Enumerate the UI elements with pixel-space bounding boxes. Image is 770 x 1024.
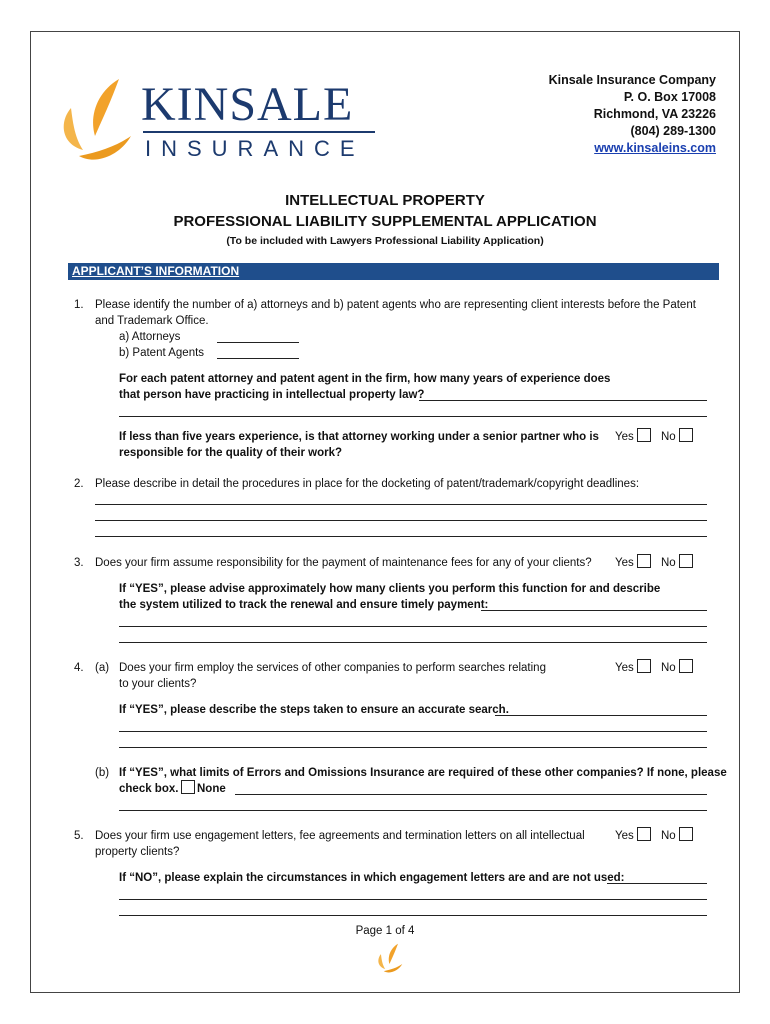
q4b-label: (b) bbox=[95, 767, 110, 779]
company-city: Richmond, VA 23226 bbox=[593, 107, 716, 121]
q1-attorneys-field[interactable] bbox=[217, 342, 299, 343]
q5-number: 5. bbox=[74, 830, 84, 842]
q1-patent-agents-field[interactable] bbox=[217, 358, 299, 359]
q4b-text-line1: If “YES”, what limits of Errors and Omissions Insurance are required of these other companies? If none, please bbox=[119, 767, 727, 779]
q4a-no-label: No bbox=[661, 662, 676, 674]
q1-no-label: No bbox=[661, 431, 676, 443]
q1-senior-text-line2: responsible for the quality of their work? bbox=[119, 447, 342, 459]
section-title: APPLICANT’S INFORMATION bbox=[72, 264, 240, 278]
q4a-yes-label: Yes bbox=[615, 662, 634, 674]
q2-answer-line-2[interactable] bbox=[95, 520, 707, 521]
q2-text: Please describe in detail the procedures in place for the docketing of patent/trademark/copyright deadlines: bbox=[95, 478, 640, 490]
logo-divider bbox=[143, 131, 375, 133]
logo-subtitle: INSURANCE bbox=[145, 136, 365, 161]
q3-text: Does your firm assume responsibility for the payment of maintenance fees for any of your clients? bbox=[95, 557, 592, 569]
q1-senior-text-line1: If less than five years experience, is that attorney working under a senior partner who is bbox=[119, 431, 599, 443]
q5-text-line1: Does your firm use engagement letters, fee agreements and termination letters on all intellectual bbox=[95, 830, 585, 842]
q4b-answer-line-1[interactable] bbox=[235, 794, 707, 795]
q1-yes-label: Yes bbox=[615, 431, 634, 443]
q4a-yes-checkbox[interactable] bbox=[637, 659, 651, 673]
q4-number: 4. bbox=[74, 662, 84, 674]
q2-answer-line-3[interactable] bbox=[95, 536, 707, 537]
q3-no-label: No bbox=[661, 557, 676, 569]
q1-patent-agents-label: b) Patent Agents bbox=[119, 347, 205, 359]
q3-answer-line-3[interactable] bbox=[119, 642, 707, 643]
q1-text-line2: and Trademark Office. bbox=[95, 315, 209, 327]
q3-no-checkbox[interactable] bbox=[679, 554, 693, 568]
q3-follow-line1: If “YES”, please advise approximately how many clients you perform this function for and describe bbox=[119, 583, 661, 595]
q1-attorneys-label: a) Attorneys bbox=[119, 331, 181, 343]
kinsale-logo bbox=[49, 74, 369, 164]
q1-no-checkbox[interactable] bbox=[679, 428, 693, 442]
q4a-text-line2: to your clients? bbox=[119, 678, 197, 690]
logo-wordmark: KINSALE bbox=[141, 78, 354, 131]
q1-text-line1: Please identify the number of a) attorneys and b) patent agents who are representing client interests before the Patent bbox=[95, 299, 696, 311]
q2-answer-line-1[interactable] bbox=[95, 504, 707, 505]
form-title-line1: INTELLECTUAL PROPERTY bbox=[285, 192, 485, 209]
q2-number: 2. bbox=[74, 478, 84, 490]
q4b-text-line2: check box. bbox=[119, 783, 179, 795]
q3-answer-line-1[interactable] bbox=[481, 610, 707, 611]
q1-experience-text-line1: For each patent attorney and patent agent in the firm, how many years of experience does bbox=[119, 373, 611, 385]
q4a-no-checkbox[interactable] bbox=[679, 659, 693, 673]
q1-yes-checkbox[interactable] bbox=[637, 428, 651, 442]
company-phone: (804) 289-1300 bbox=[630, 124, 716, 138]
q3-number: 3. bbox=[74, 557, 84, 569]
q1-experience-field-2[interactable] bbox=[119, 416, 707, 417]
q4a-follow: If “YES”, please describe the steps taken to ensure an accurate search. bbox=[119, 704, 509, 716]
q5-no-checkbox[interactable] bbox=[679, 827, 693, 841]
q5-answer-line-2[interactable] bbox=[119, 899, 707, 900]
kinsale-footer-flame-icon bbox=[373, 942, 407, 974]
q4a-answer-line-3[interactable] bbox=[119, 747, 707, 748]
q1-experience-field[interactable] bbox=[419, 400, 707, 401]
q1-experience-text-line2: that person have practicing in intellectual property law? bbox=[119, 389, 425, 401]
form-title-line2: PROFESSIONAL LIABILITY SUPPLEMENTAL APPLICATION bbox=[173, 213, 597, 230]
kinsale-flame-icon bbox=[49, 74, 144, 164]
q5-no-label: No bbox=[661, 830, 676, 842]
company-name: Kinsale Insurance Company bbox=[548, 73, 716, 87]
q5-yes-label: Yes bbox=[615, 830, 634, 842]
q1-number: 1. bbox=[74, 299, 84, 311]
company-address bbox=[549, 72, 716, 157]
q4b-none-checkbox[interactable] bbox=[181, 780, 195, 794]
q4a-label: (a) bbox=[95, 662, 110, 674]
q3-answer-line-2[interactable] bbox=[119, 626, 707, 627]
q5-yes-checkbox[interactable] bbox=[637, 827, 651, 841]
company-website-link[interactable]: www.kinsaleins.com bbox=[594, 141, 716, 155]
q4b-none-label: None bbox=[197, 783, 226, 795]
q4a-answer-line-2[interactable] bbox=[119, 731, 707, 732]
q5-answer-line-1[interactable] bbox=[607, 883, 707, 884]
q3-yes-checkbox[interactable] bbox=[637, 554, 651, 568]
form-page bbox=[30, 31, 740, 993]
section-header bbox=[68, 263, 719, 280]
q5-text-line2: property clients? bbox=[95, 846, 180, 858]
company-po-box: P. O. Box 17008 bbox=[623, 90, 716, 104]
page-number: Page 1 of 4 bbox=[355, 925, 415, 937]
form-subtitle: (To be included with Lawyers Professional Liability Application) bbox=[226, 235, 544, 247]
q4a-answer-line-1[interactable] bbox=[495, 715, 707, 716]
q4b-answer-line-2[interactable] bbox=[119, 810, 707, 811]
q4a-text-line1: Does your firm employ the services of other companies to perform searches relating bbox=[119, 662, 546, 674]
q5-answer-line-3[interactable] bbox=[119, 915, 707, 916]
q3-follow-line2: the system utilized to track the renewal and ensure timely payment: bbox=[119, 599, 489, 611]
q3-yes-label: Yes bbox=[615, 557, 634, 569]
q5-follow: If “NO”, please explain the circumstances in which engagement letters are and are not used: bbox=[119, 872, 625, 884]
